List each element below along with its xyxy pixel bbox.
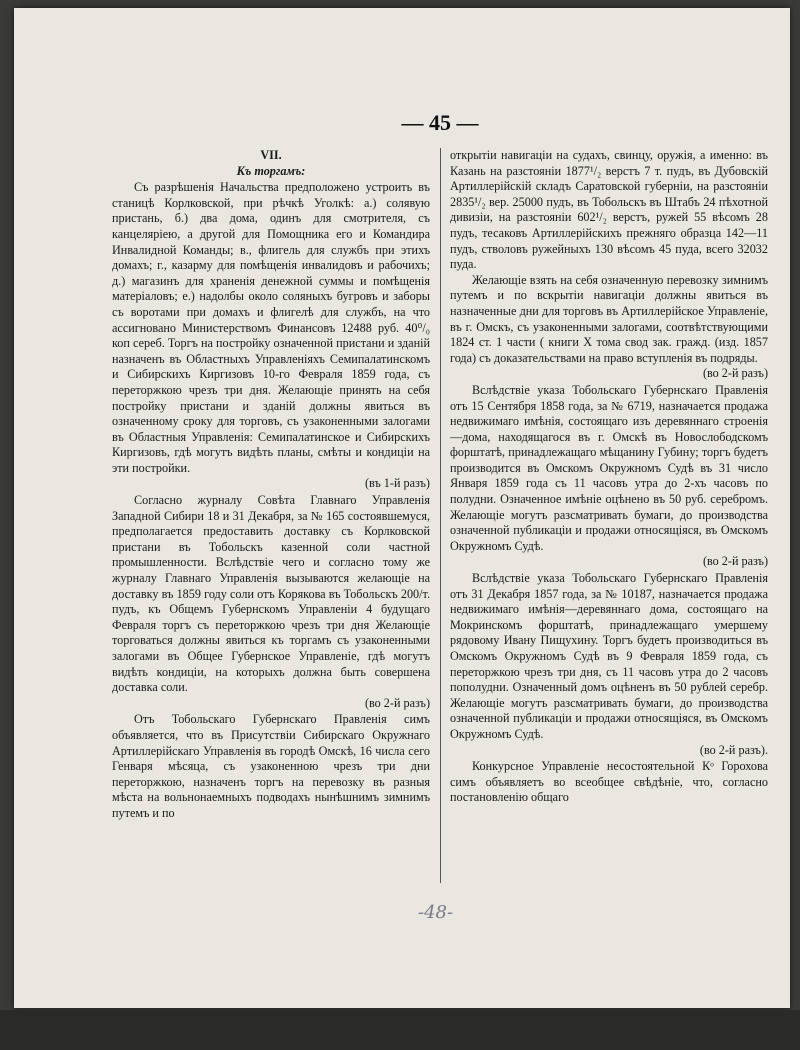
page-number: — 45 —	[401, 110, 479, 135]
section-title: Къ торгамъ:	[236, 163, 306, 178]
left-column	[112, 148, 430, 888]
publication-note: (во 2-й разъ)	[702, 554, 768, 569]
paragraph: открытіи навигаціи на судахъ, свинцу, оружія, а именно: въ Казань на разстояніи 1877¹/₂ верстъ 7 т. пудъ, въ Дубовскій Артиллерійскій складъ Саратовской губерніи, на разстояніи 2835¹/₂ вер. 25000 пудъ, въ Тобольскъ въ Штабъ 24 пѣхотной дивизіи, на разстояніи 602¹/₂ верстъ, ружей 55 вѣсомъ 28 пудъ, тесаковъ Артиллерійскихъ прежняго образца 142—11 пудъ, стволовъ ружейныхъ 130 вѣсомъ 45 пуда, всего 32032 пуда.	[450, 148, 768, 272]
handwritten-page-number: -48-	[418, 902, 454, 923]
column-divider	[440, 148, 441, 883]
paragraph: Отъ Тобольскаго Губернскаго Правленія симъ объявляется, что въ Присутствіи Сибирскаго Окружнаго Артиллерійскаго Управленія въ городѣ Омскѣ, 16 числа сего Генваря мѣсяца, съ узаконенною чрезъ три дни переторжкою, назначенъ торгъ на перевозку въ разныя мѣста на вольнонаемныхъ подводахъ нынѣшнимъ зимнимъ путемъ и по	[112, 712, 430, 820]
paragraph: Желающіе взять на себя означенную перевозку зимнимъ путемъ и по вскрытіи навигаціи должны явиться въ назначенные дни для торговъ въ Артиллерійское Управленіе, въ г. Омскъ, съ узаконенными залогами, соотвѣтствующими 1824 ст. 1 части ( книги Х тома свод зак. гражд. (изд. 1857 года) съ доказательствами на право вступленія въ подряды.	[450, 272, 768, 365]
paragraph: Вслѣдствіе указа Тобольскаго Губернскаго Правленія отъ 31 Декабря 1857 года, за № 10187, назначается продажа недвижимаго имѣнія—деревяннаго дома, состоящаго на Мокринскомъ форштатѣ, принадлежащаго умершему рядовому Ивану Пищухину. Торгъ будетъ производиться въ Омскомъ Окружномъ Судѣ въ 9 Февраля 1859 года, съ переторжкою чрезъ три дня, съ 11 часовъ утра до 2 часовъ пополудни. Означенный домъ оцѣненъ въ 50 рублей серебр. Желающіе могутъ разсматривать бумаги, до производства означенной публикаціи и продажи относящіяся, въ Омскомъ Окружномъ Судѣ.	[450, 571, 768, 741]
publication-note: (во 2-й разъ)	[702, 366, 768, 381]
paragraph: Съ разрѣшенія Начальства предположено устроить въ станицѣ Корлковской, при рѣчкѣ Уголкѣ: а.) солявую пристань, б.) два дома, одинъ для смотрителя, съ канцеляріею, а другой для Помощника его и Командира Инвалидной Команды; в., флигель для службъ при этихъ домахъ; г., казарму для помѣщенія инвалидовъ и рабочихъ; д.) магазинъ для храненія денежной суммы и помѣщенія матеріаловъ; е.) надолбы около соляныхъ бугровъ и заборы съ воротами при домахъ и флигелѣ для службъ, на что ассигновано Министерствомъ Финансовъ 12488 руб. 40⁰/₀ коп сереб. Торгъ на постройку означенной пристани и зданій назначенъ въ Областныхъ Управленіяхъ Семипалатинскомъ и Сибирскихъ Киргизовъ 10-го Февраля 1859 года, съ переторжкою чрезъ три дня. Желающіе принять на себя постройку пристани и зданій должны явиться въ означенному сроку для торговъ, съ узаконенными залогами въ Областныя Управленія: Семипалатинское и Сибирскихъ Киргизовъ, гдѣ могутъ видѣть планы, смѣты и кондиціи на эти постройки.	[112, 180, 430, 475]
paragraph: Конкурсное Управленіе несостоятельной Кᵒ Горохова симъ объявляетъ во всеобщее свѣдѣніе, что, согласно постановленію общаго	[450, 759, 768, 805]
paragraph: Согласно журналу Совѣта Главнаго Управленія Западной Сибири 18 и 31 Декабря, за № 165 состоявшемуся, предполагается предоставить доставку съ Корлковской пристани въ Тобольскъ казенной соли частной промышленности. Вслѣдствіе чего и согласно тому же журналу Главнаго Управленія вызываются желающіе на доставку въ 1859 году соли отъ Корякова въ Тобольскъ 200/т. пудъ, къ Общемъ Губернскомъ Управленіи 4 будущаго Февраля торгъ съ переторжкою чрезъ три дня Желающіе торговаться должны явиться къ торгамъ съ узаконенными залогами въ Общее Губернское Управленіе, гдѣ могутъ видѣть кондиціи, на которыхъ должна быть совершена доставка соли.	[112, 493, 430, 695]
paragraph: Вслѣдствіе указа Тобольскаго Губернскаго Правленія отъ 15 Сентября 1858 года, за № 6719, назначается продажа недвижимаго имѣнія, состоящаго изъ деревяннаго строенія—дома, находящагося въ г. Омскѣ въ Новослободскомъ форштатѣ, принадлежащаго мѣщанину Губину; торгъ будетъ производится въ Омскомъ Окружномъ Судѣ въ 31 число Января 1859 года съ 11 часовъ утра до 2-хъ часовъ по полудни. Означенное имѣніе оцѣнено въ 50 руб. серебромъ. Желающіе могутъ разсматривать бумаги, до производства означенной публикаціи и продажи относящіяся, въ Омскомъ Окружномъ Судѣ.	[450, 382, 768, 553]
scan-background	[0, 1010, 800, 1050]
section-number: VII.	[260, 148, 282, 162]
publication-note: (во 2-й разъ).	[699, 742, 768, 757]
publication-note: (въ 1-й разъ)	[364, 476, 430, 491]
right-column	[450, 148, 768, 858]
publication-note: (во 2-й разъ)	[364, 695, 430, 710]
